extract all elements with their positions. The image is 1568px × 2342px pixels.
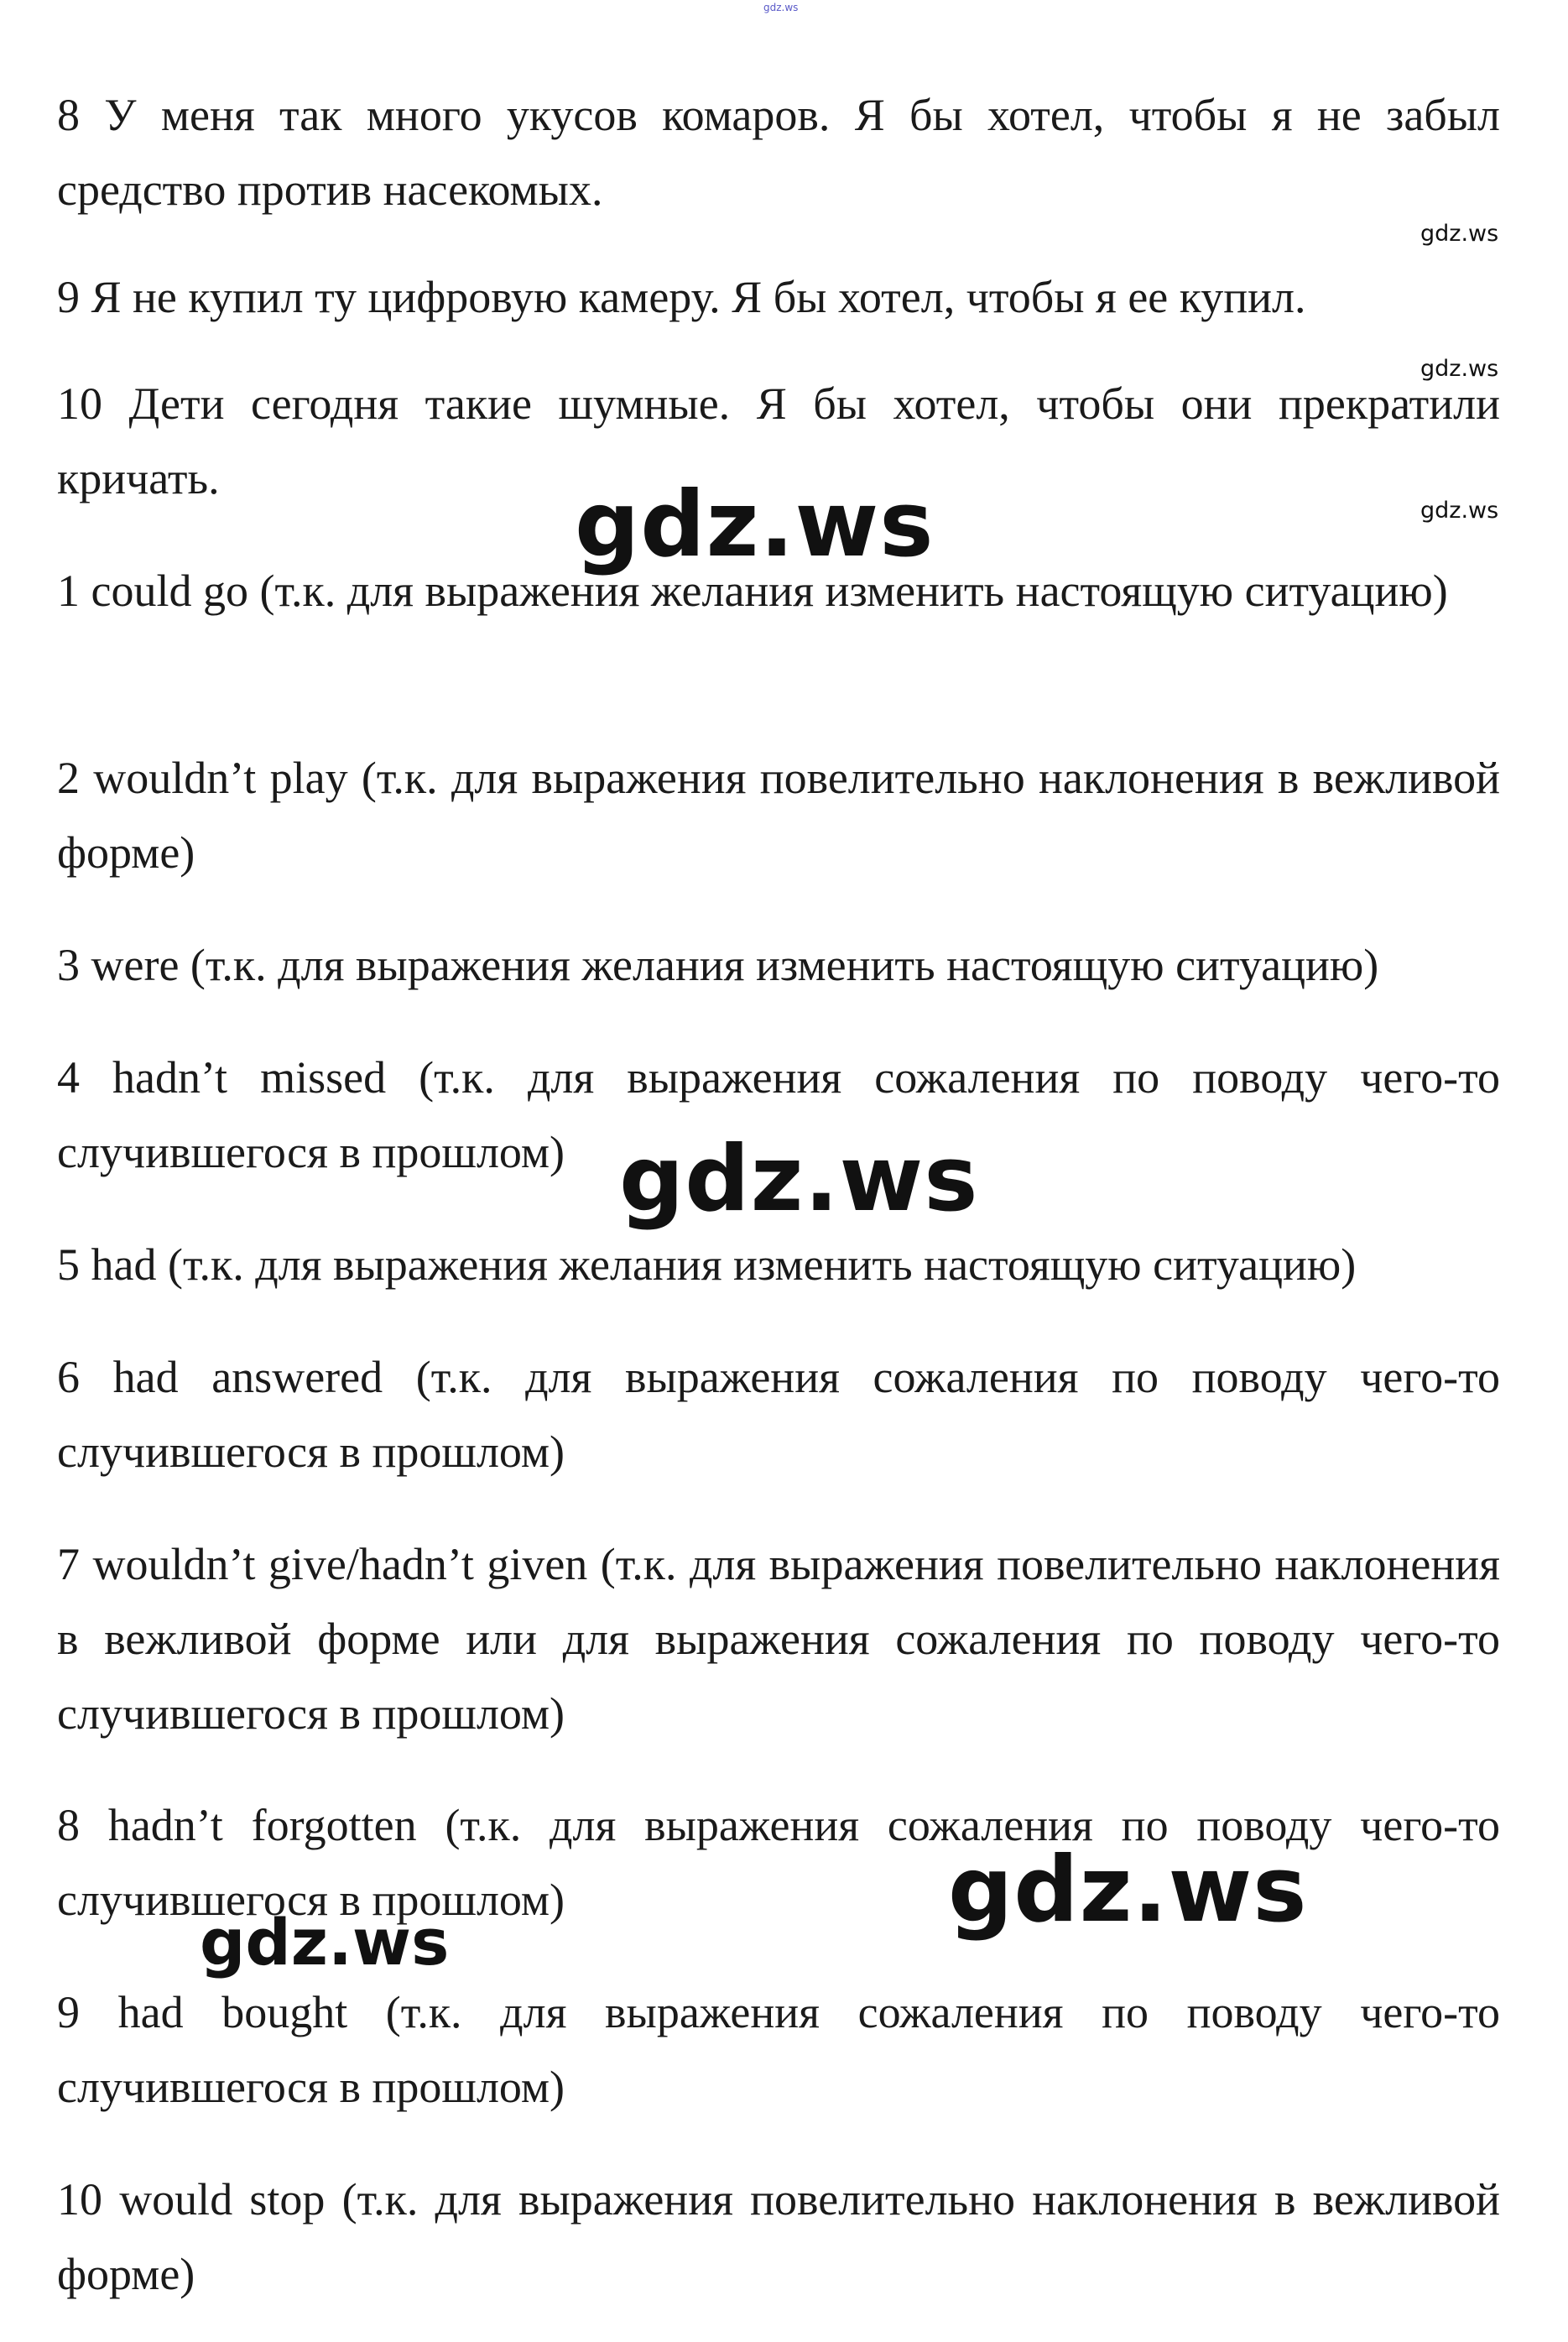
- answer-2: 2 wouldn’t play (т.к. для выражения повелительно наклонения в вежливой форме): [57, 753, 1500, 878]
- answer-1: 1 could go (т.к. для выражения желания изменить настоящую ситуацию): [57, 566, 1448, 616]
- translation-9: 9 Я не купил ту цифровую камеру. Я бы хотел, чтобы я ее купил.: [57, 272, 1306, 322]
- watermark-small-2: gdz.ws: [1420, 356, 1499, 382]
- watermark-top-tiny: gdz.ws: [763, 2, 799, 13]
- answer-6: 6 had answered (т.к. для выражения сожаления по поводу чего-то случившегося в прошлом): [57, 1352, 1500, 1477]
- watermark-big-1: gdz.ws: [575, 472, 935, 577]
- answer-10: 10 would stop (т.к. для выражения повелительно наклонения в вежливой форме): [57, 2174, 1500, 2299]
- answer-7: 7 wouldn’t give/hadn’t given (т.к. для выражения повелительно наклонения в вежливой форме или для выражения сожаления по поводу чего-то случившегося в прошлом): [57, 1539, 1500, 1739]
- watermark-big-2: gdz.ws: [619, 1127, 979, 1232]
- watermark-medium-1: gdz.ws: [200, 1905, 450, 1979]
- watermark-small-3: gdz.ws: [1420, 498, 1499, 524]
- watermark-small-1: gdz.ws: [1420, 221, 1499, 247]
- answer-9: 9 had bought (т.к. для выражения сожаления по поводу чего-то случившегося в прошлом): [57, 1987, 1500, 2112]
- answer-8: 8 hadn’t forgotten (т.к. для выражения сожаления по поводу чего-то случившегося в прошлом): [57, 1800, 1500, 1925]
- translation-10: 10 Дети сегодня такие шумные. Я бы хотел, чтобы они прекратили кричать.: [57, 378, 1500, 503]
- translation-8: 8 У меня так много укусов комаров. Я бы хотел, чтобы я не забыл средство против насекомых.: [57, 90, 1500, 215]
- answer-4: 4 hadn’t missed (т.к. для выражения сожаления по поводу чего-то случившегося в прошлом): [57, 1052, 1500, 1177]
- answer-3: 3 were (т.к. для выражения желания изменить настоящую ситуацию): [57, 940, 1379, 990]
- answer-5: 5 had (т.к. для выражения желания изменить настоящую ситуацию): [57, 1239, 1357, 1290]
- watermark-big-3: gdz.ws: [948, 1838, 1308, 1943]
